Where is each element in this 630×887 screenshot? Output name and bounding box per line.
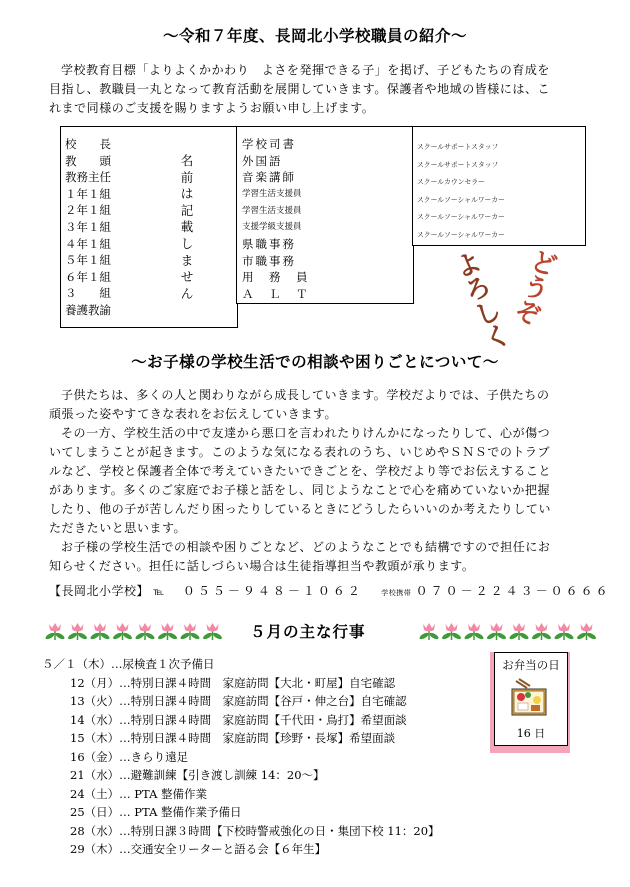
- note-char: 前: [180, 169, 194, 185]
- role-label: １年１組: [65, 186, 111, 201]
- intro-line: 目指し、教職員一丸となって教育活動を展開していきます。保護者や地域の皆様には、こ: [49, 82, 551, 96]
- tulip-icon: [135, 623, 156, 640]
- event-item: 12（月）…特別日課４時間 家庭訪問【大北・町屋】自宅確認: [70, 675, 396, 690]
- tulip-icon: [202, 623, 223, 640]
- note-char: 記: [180, 202, 194, 218]
- event-item: 25（日）… PTA 整備作業予備日: [70, 805, 242, 819]
- consult-line: ただきたいと思います。: [49, 521, 187, 535]
- role-label: スクールソーシャルワーカー: [417, 195, 505, 204]
- role-label: ５年１組: [65, 253, 111, 268]
- event-item: 28（水）…特別日課３時間【下校時警戒強化の日・集団下校 11：20】: [70, 823, 440, 838]
- note-char: 載: [180, 219, 194, 235]
- middle-role-list-2: [242, 236, 310, 302]
- event-item: ５／１（木）…尿検査１次予備日: [42, 657, 215, 671]
- role-label: 学習生活支援員: [242, 189, 302, 199]
- page-title: ～令和７年度、長岡北小学校職員の紹介～: [162, 27, 467, 45]
- handwritten-yoroshiku: [446, 246, 518, 358]
- note-char: し: [180, 235, 194, 251]
- role-label: スクールサポートスタッフ: [417, 160, 499, 169]
- consult-line: ルなど、学校と保護者全体で考えていきたいできごとを、学校だより等でお伝えすること: [49, 464, 552, 478]
- section-title-events: ５月の主な行事: [250, 623, 366, 641]
- bento-day-card: [494, 652, 568, 746]
- contact-line: [49, 582, 611, 599]
- event-item: 14（水）…特別日課４時間 家庭訪問【千代田・鳥打】希望面談: [70, 712, 407, 727]
- role-label: 県職事務: [242, 237, 296, 251]
- consult-line: その一方、学校生活の中で友達から悪口を言われたりけんかになったりして、心が傷つ: [61, 426, 551, 440]
- tel-mark: ℡: [153, 587, 165, 598]
- role-label: 学習生活支援員: [242, 205, 302, 216]
- intro-line: 学校教育目標「よりよくかかわり よさを発揮できる子」を掲げ、子どもたちの育成を: [61, 63, 550, 77]
- tulip-icon: [45, 623, 66, 640]
- role-label: スクールカウンセラー: [417, 178, 485, 186]
- handwritten-douzo: [508, 245, 562, 333]
- role-label: 用 務 員: [242, 270, 310, 285]
- tulip-icon: [464, 623, 485, 640]
- consult-line: 子供たちは、多くの人と関わりながら成長していきます。学校だよりでは、子供たちの: [61, 388, 550, 402]
- contact-school: 【長岡北小学校】: [49, 584, 150, 598]
- tulip-icon: [419, 623, 440, 640]
- handwritten-text: よろしく: [446, 247, 514, 355]
- events-list: [42, 655, 440, 859]
- consult-line: したり、他の子が苦しんだり困ったりしているときにどうしたらいいのか考えたりしてい: [49, 502, 552, 516]
- role-label: 養護教諭: [65, 302, 111, 317]
- mobile-label: 学校携帯: [381, 589, 412, 597]
- tulip-icon: [90, 623, 111, 640]
- section-title-consultation: ～お子様の学校生活での相談や困りごとについて～: [131, 353, 499, 371]
- role-label: 外国語: [242, 153, 283, 168]
- note-char: は: [180, 186, 194, 202]
- tulip-icon: [45, 623, 223, 640]
- handwritten-text: どうぞ: [507, 244, 561, 329]
- intro-paragraph: [49, 61, 550, 118]
- note-char: ん: [180, 285, 194, 301]
- consult-line: いてしまうことが起きます。このような気になる表れのうち、いじめやＳＮＳでのトラブ: [49, 445, 551, 459]
- lunchbox-icon: [507, 675, 553, 721]
- role-label: ３年１組: [65, 219, 111, 234]
- role-label: Ａ Ｌ Ｔ: [242, 286, 310, 301]
- event-item: 21（水）…避難訓練【引き渡し訓練 14：20～】: [70, 768, 325, 782]
- contact-mobile: ０７０－２２４３－０６６６: [415, 584, 611, 598]
- consultation-paragraph: [49, 386, 551, 576]
- role-label: ４年１組: [65, 236, 111, 251]
- event-item: 29（木）…交通安全リーターと語る会【６年生】: [70, 842, 327, 856]
- role-label: スクールソーシャルワーカー: [417, 230, 505, 239]
- event-item: 13（火）…特別日課４時間 家庭訪問【谷戸・伸之台】自宅確認: [70, 694, 407, 708]
- role-label: 教務主任: [65, 170, 111, 185]
- note-char: ま: [180, 252, 194, 268]
- role-label: 支援学級支援員: [242, 222, 302, 233]
- consult-line: 頑張った姿やすてきな表れをお伝えしていきます。: [49, 407, 338, 421]
- middle-small-role-list: [242, 186, 302, 236]
- tulip-icon: [509, 623, 530, 640]
- tulip-icon: [554, 623, 575, 640]
- middle-role-list: [242, 136, 296, 186]
- consult-line: 知らせください。担任に話しづらい場合は生徒指導担当や教頭が承ります。: [49, 559, 475, 573]
- tulip-decoration-right: [418, 620, 604, 642]
- event-item: 15（木）…特別日課４時間 家庭訪問【珍野・長塚】希望面談: [70, 731, 396, 745]
- role-label: ３ 組: [65, 286, 111, 301]
- event-item: 16（金）…きらり遠足: [70, 749, 189, 764]
- consult-line: があります。多くのご家庭でお子様と話をし、同じようなことで心を痛めていないか把握: [49, 483, 551, 497]
- tulip-decoration-left: [44, 620, 230, 642]
- role-label: ２年１組: [65, 203, 111, 218]
- note-char: せ: [180, 269, 194, 285]
- tulip-icon: [112, 623, 133, 640]
- left-role-list: [65, 136, 111, 319]
- note-char: 名: [180, 153, 194, 168]
- tulip-icon: [67, 623, 88, 640]
- role-label: 市職事務: [242, 253, 296, 268]
- role-label: 音楽講師: [242, 170, 296, 185]
- event-item: 24（土）… PTA 整備作業: [70, 786, 208, 801]
- right-role-list: [417, 139, 505, 244]
- role-label: 学校司書: [242, 137, 296, 151]
- bento-date: 16 日: [516, 727, 546, 740]
- tulip-icon: [419, 623, 597, 640]
- role-label: 教 頭: [65, 153, 111, 168]
- tulip-icon: [576, 623, 597, 640]
- names-omitted-note: [178, 153, 196, 302]
- tulip-icon: [441, 623, 462, 640]
- role-label: スクールサポートスタッフ: [417, 143, 499, 151]
- tulip-icon: [486, 623, 507, 640]
- intro-line: れまで同様のご支援を賜りますようお願い申し上げます。: [49, 101, 375, 115]
- bento-title: お弁当の日: [502, 658, 560, 672]
- tulip-icon: [180, 623, 201, 640]
- tulip-icon: [531, 623, 552, 640]
- role-label: ６年１組: [65, 269, 111, 284]
- contact-tel: ０５５－９４８－１０６２: [182, 584, 363, 598]
- tulip-icon: [157, 623, 178, 640]
- role-label: スクールソーシャルワーカー: [417, 213, 505, 221]
- consult-line: お子様の学校生活での相談や困りごとなど、どのようなことでも結構ですので担任にお: [61, 540, 551, 554]
- role-label: 校 長: [65, 137, 111, 151]
